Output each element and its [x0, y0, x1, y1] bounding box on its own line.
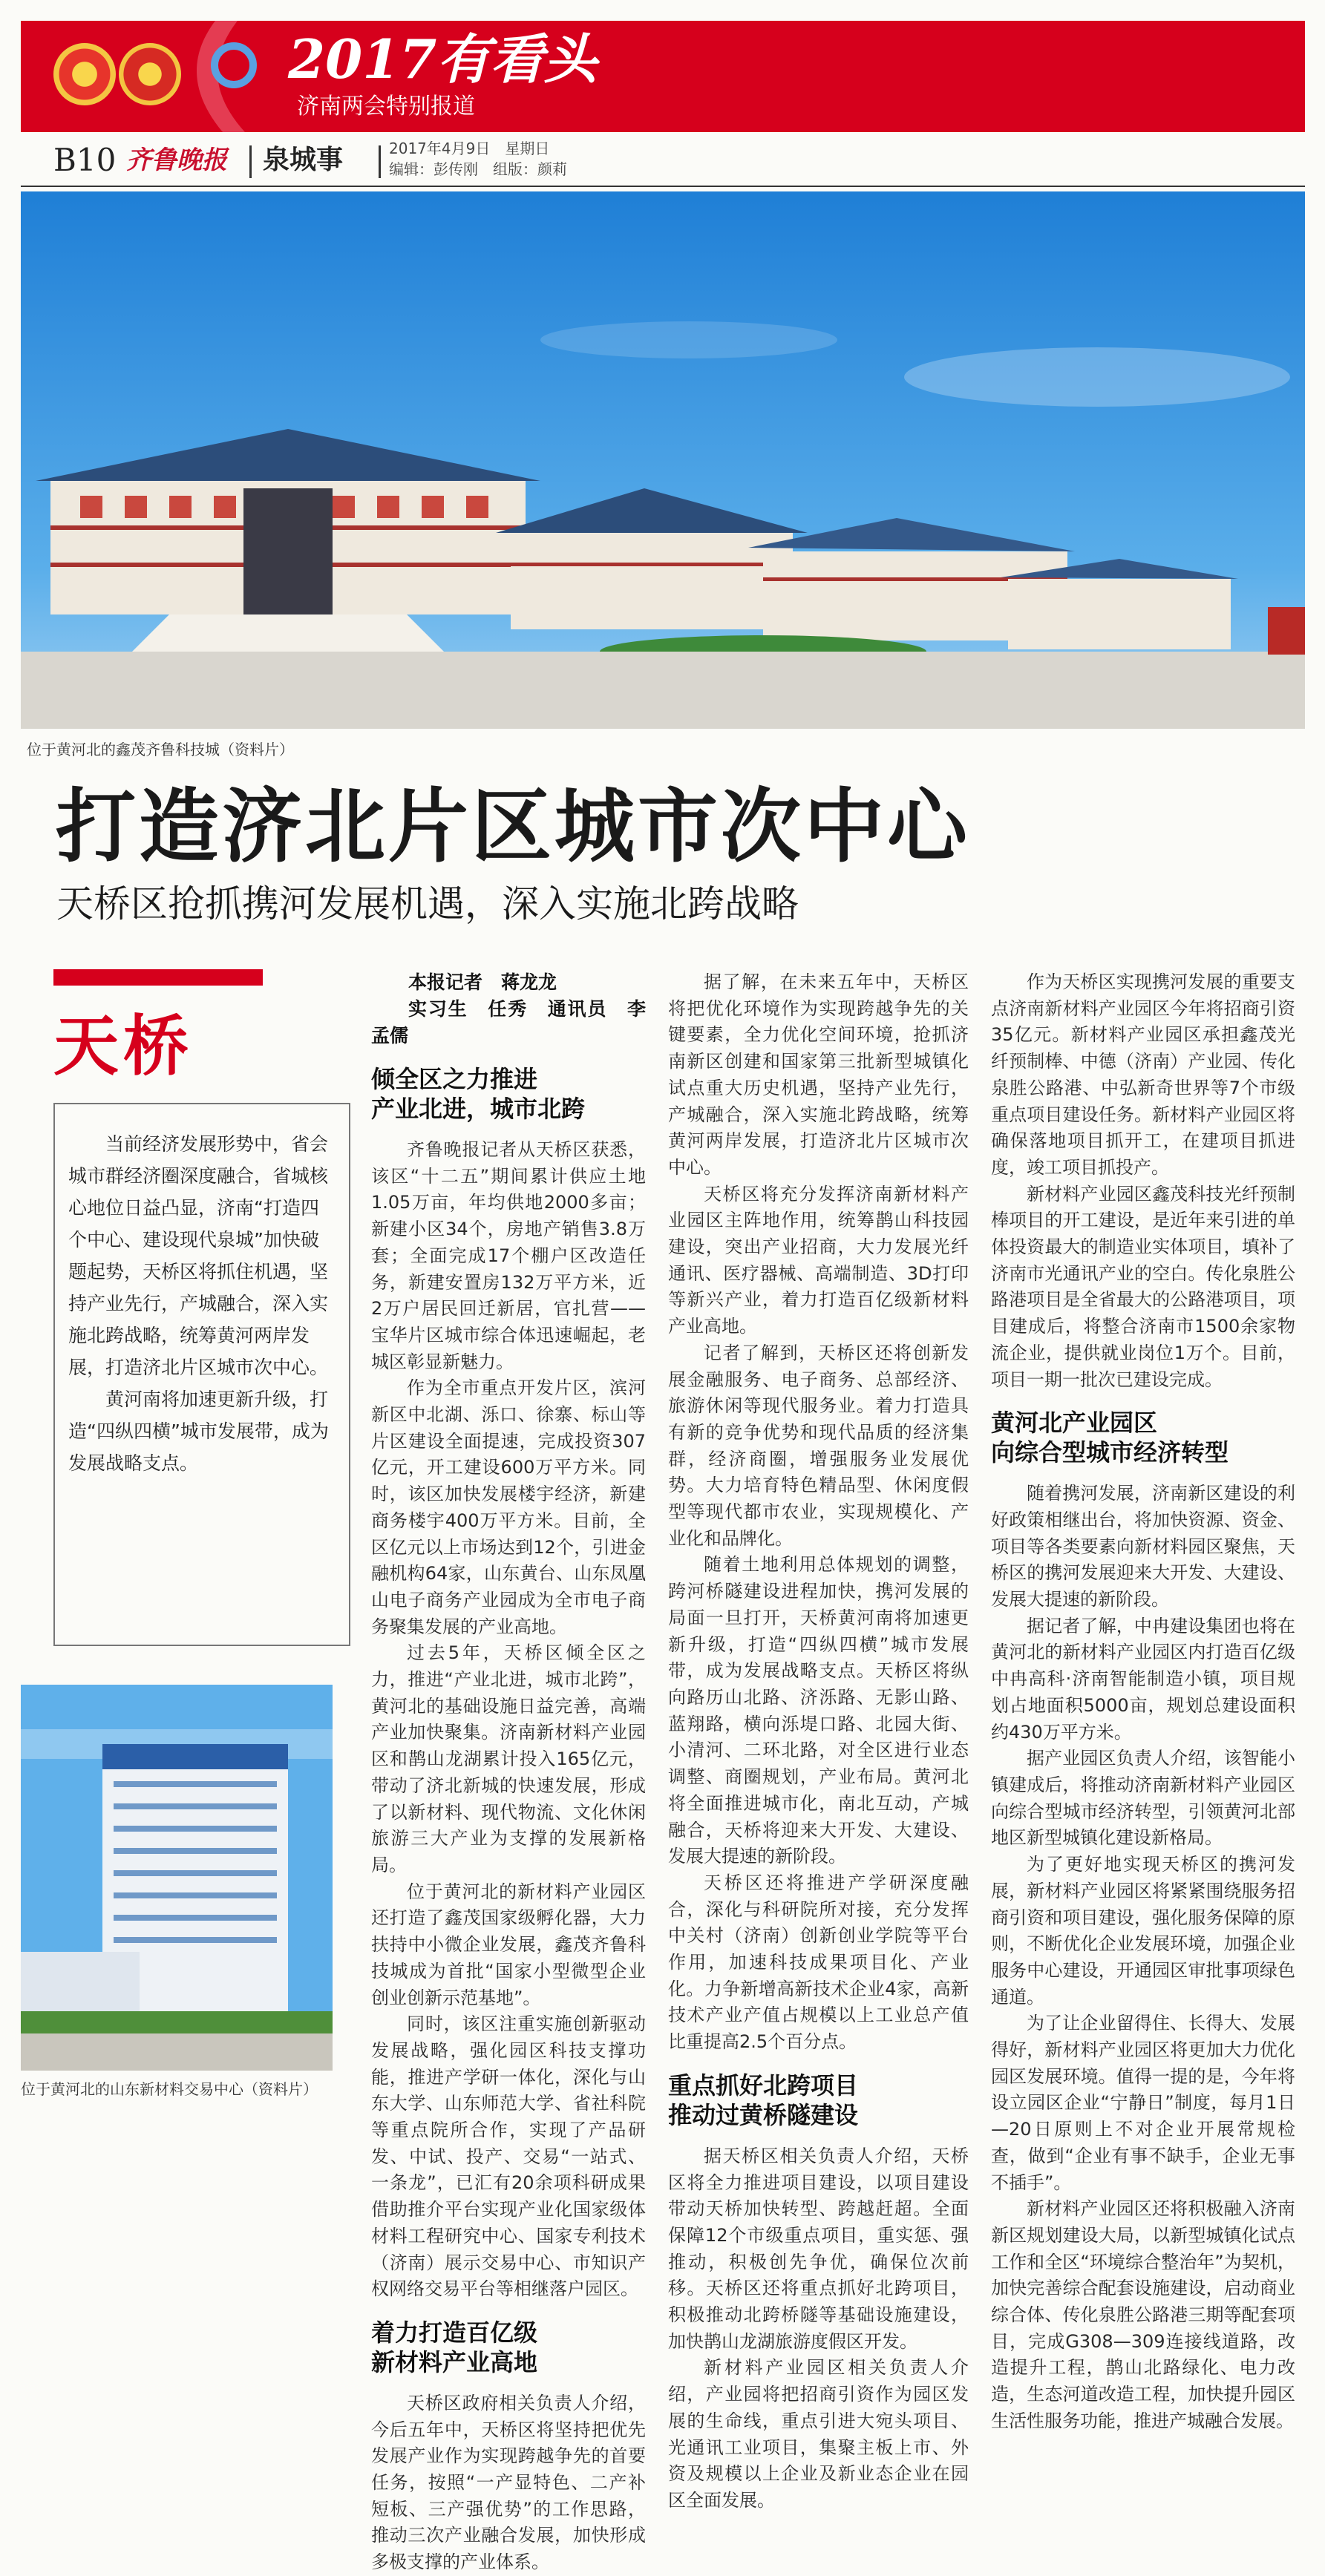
sidebar-paragraph: 黄河南将加速更新升级，打造“四纵四横”城市发展带，成为发展战略支点。 — [68, 1389, 329, 1474]
sidebar-accent-bar — [53, 969, 263, 986]
section-heading-text: 黄河北产业园区 向综合型城市经济转型 — [991, 1409, 1229, 1467]
article-paragraph: 据产业园区负责人介绍，该智能小镇建成后，将推动济南新材料产业园区向综合型城市经济转型，引领黄河北部地区新型城镇化建设新格局。 — [991, 1748, 1295, 1849]
article-column-3 — [991, 969, 1295, 2431]
article-paragraph: 新材料产业园区还将积极融入济南新区规划建设大局，以新型城镇化试点工作和全区“环境综合整治年”为契机，加快完善综合配套设施建设，启动商业综合体、传化泉胜公路港三期等配套项目，完成G308—309连接线道路，改造提升工程，鹊山北路绿化、电力改造，生态河道改造工程，加快提升园区生活性服务功能，推进产城融合发展。 — [991, 2198, 1295, 2431]
article-paragraph: 位于黄河北的新材料产业园区还打造了鑫茂国家级孵化器，大力扶持中小微企业发展，鑫茂齐鲁科技城成为首批“国家小型微型企业创业创新示范基地”。 — [371, 1881, 646, 2008]
article-paragraph: 作为全市重点开发片区，滨河新区中北湖、泺口、徐寨、标山等片区建设全面提速，完成投资307亿元，开工建设600万平方米。同时，该区加快发展楼宇经济，新建商务楼宇400万平方米。目前，全区亿元以上市场达到12个，引进金融机构64家，山东黄台、山东凤凰山电子商务产业园成为全市电子商务聚集发展的产业高地。 — [371, 1377, 646, 1637]
section-heading — [991, 1408, 1295, 1467]
byline: 本报记者 蒋龙龙 — [408, 971, 557, 993]
header-rule — [21, 186, 1305, 187]
section-heading-text: 着力打造百亿级 新材料产业高地 — [371, 2318, 538, 2376]
headline: 打造济北片区城市次中心 — [56, 781, 971, 874]
article-paragraph: 据记者了解，中冉建设集团也将在黄河北的新材料产业园区内打造百亿级中冉高科·济南智能制造小镇，项目规划占地面积5000亩，规划总建设面积约430万平方米。 — [991, 1615, 1295, 1743]
section-heading-text: 重点抓好北跨项目 推动过黄桥隧建设 — [668, 2071, 859, 2129]
section-name: 泉城事 — [263, 145, 344, 175]
header-divider — [249, 145, 252, 178]
main-photo — [21, 191, 1305, 729]
article-paragraph: 天桥区政府相关负责人介绍，今后五年中，天桥区将坚持把优先发展产业作为实现跨越争先的首要任务，按照“一产显特色、二产补短板、三产强优势”的工作思路，推动三次产业融合发展，加快形成多极支撑的产业体系。 — [371, 2392, 646, 2573]
article-paragraph: 同时，该区注重实施创新驱动发展战略，强化园区科技支撑功能，推进产学研一体化，深化与山东大学、山东师范大学、省社科院等重点院所合作，实现了产品研发、中试、投产、交易“一站式、一条龙”，已汇有20余项科研成果借助推介平台实现产业化国家级体材料工程研究中心、国家专利技术（济南）展示交易中心、市知识产权网络交易平台等相继落户园区。 — [371, 2013, 646, 2300]
banner-title: 2017有看头 — [288, 27, 598, 91]
article-paragraph: 齐鲁晚报记者从天桥区获悉，该区“十二五”期间累计供应土地1.05万亩，年均供地2000多亩；新建小区34个，房地产销售3.8万套；全面完成17个棚户区改造任务，新建安置房132万平方米，近2万户居民回迁新居，官扎营——宝华片区城市综合体迅速崛起，老城区彰显新魅力。 — [371, 1139, 646, 1372]
national-emblem-icon — [53, 43, 116, 105]
sidebar-summary — [68, 1128, 336, 1633]
article-column-2 — [668, 969, 969, 2511]
article-paragraph: 记者了解到，天桥区还将创新发展金融服务、电子商务、总部经济、旅游休闲等现代服务业。着力打造具有新的竞争优势和现代品质的经济集群，经济商圈，增强服务业发展优势。大力培育特色精品型、休闲度假型等现代都市农业，实现规模化、产业化和品牌化。 — [668, 1342, 969, 1549]
article-column-1 — [371, 969, 646, 2573]
newspaper-masthead: 齐鲁晚报 — [126, 145, 227, 175]
article-paragraph: 天桥区还将推进产学研深度融合，深化与科研院所对接，充分发挥中关村（济南）创新创业学院等平台作用，加速科技成果项目化、产业化。力争新增高新技术企业4家，高新技术产业产值占规模以上工业总产值比重提高2.5个百分点。 — [668, 1872, 969, 2053]
banner-subtitle: 济南两会特别报道 — [297, 94, 475, 119]
side-photo — [21, 1685, 333, 2071]
sidebar-paragraph: 当前经济发展形势中，省会城市群经济圈深度融合，省城核心地位日益凸显，济南“打造四个中心、建设现代泉城”加快破题起势，天桥区将抓住机遇，坚持产业先行，产城融合，深入实施北跨战略，统筹黄河两岸发展，打造济北片区城市次中心。 — [68, 1133, 329, 1378]
header-divider — [379, 145, 381, 178]
cppcc-emblem-icon — [119, 43, 181, 105]
issue-date: 2017年4月9日 星期日 — [389, 140, 550, 157]
article-paragraph: 随着土地利用总体规划的调整，跨河桥隧建设进程加快，携河发展的局面一旦打开，天桥黄河南将加速更新升级，打造“四纵四横”城市发展带，成为发展战略支点。天桥区将纵向路历山北路、济泺路、无影山路、蓝翔路，横向泺堤口路、北园大街、小清河、二环北路，对全区进行业态调整、商圈规划，产业布局。黄河北将全面推进城市化，南北互动，产城融合，天桥将迎来大开发、大建设、发展大提速的新阶段。 — [668, 1554, 969, 1867]
article-paragraph: 天桥区将充分发挥济南新材料产业园区主阵地作用，统筹鹊山科技园建设，突出产业招商，大力发展光纤通讯、医疗器械、高端制造、3D打印等新兴产业，着力打造百亿级新材料产业高地。 — [668, 1183, 969, 1337]
editor-credit: 编辑：彭传刚 组版：颜莉 — [389, 160, 567, 178]
side-photo-caption: 位于黄河北的山东新材料交易中心（资料片） — [21, 2080, 318, 2098]
page-number: B10 — [53, 142, 117, 178]
article-paragraph: 新材料产业园区鑫茂科技光纤预制棒项目的开工建设，是近年来引进的单体投资最大的制造业实体项目，填补了济南市光通讯产业的空白。传化泉胜公路港项目是全省最大的公路港项目，项目建成后，将整合济南市1500余家物流企业，提供就业岗位1万个。目前，项目一期一批次已建设完成。 — [991, 1183, 1295, 1390]
article-paragraph: 过去5年，天桥区倾全区之力，推进“产业北进，城市北跨”，黄河北的基础设施日益完善，高端产业加快聚集。济南新材料产业园区和鹊山龙湖累计投入165亿元，带动了济北新城的快速发展，形成了以新材料、现代物流、文化休闲旅游三大产业为支撑的发展新格局。 — [371, 1642, 646, 1875]
article-paragraph: 为了更好地实现天桥区的携河发展，新材料产业园区将紧紧围绕服务招商引资和项目建设，强化服务保障的原则，不断优化企业发展环境，加强企业服务中心建设，开通园区审批事项绿色通道。 — [991, 1854, 1295, 2008]
article-paragraph: 作为天桥区实现携河发展的重要支点济南新材料产业园区今年将招商引资35亿元。新材料产业园区承担鑫茂光纤预制棒、中德（济南）产业园、传化泉胜公路港、中弘新奇世界等7个市级重点项目建设任务。新材料产业园区将确保落地项目抓开工，在建项目抓进度，竣工项目抓投产。 — [991, 971, 1295, 1178]
article-paragraph: 新材料产业园区相关负责人介绍，产业园将把招商引资作为园区发展的生命线，重点引进大宛头项目、光通讯工业项目，集聚主板上市、外资及规模以上企业及新业态企业在园区全面发展。 — [668, 2357, 969, 2511]
main-photo-caption: 位于黄河北的鑫茂齐鲁科技城（资料片） — [27, 741, 294, 758]
article-paragraph: 为了让企业留得住、长得大、发展得好，新材料产业园区将更加大力优化园区发展环境。值得一提的是，今年将设立园区企业“宁静日”制度，每月1日—20日原则上不对企业开展常规检查，做到“企业有事不缺手，企业无事不插手”。 — [991, 2013, 1295, 2193]
swirl-ornament-icon — [163, 21, 282, 132]
section-heading — [371, 1064, 646, 1124]
article-paragraph: 据了解，在未来五年中，天桥区将把优化环境作为实现跨越争先的关键要素，全力优化空间环境，抢抓济南新区创建和国家第三批新型城镇化试点重大历史机遇，坚持产业先行，产城融合，深入实施北跨战略，统筹黄河两岸发展，打造济北片区城市次中心。 — [668, 971, 969, 1178]
article-paragraph: 随着携河发展，济南新区建设的利好政策相继出台，将加快资源、资金、项目等各类要素向新材料园区聚焦，天桥区的携河发展迎来大开发、大建设、发展大提速的新阶段。 — [991, 1483, 1295, 1610]
article-paragraph: 据天桥区相关负责人介绍，天桥区将全力推进项目建设，以项目建设带动天桥加快转型、跨越赶超。全面保障12个市级重点项目，重实惩、强推动，积极创先争优，确保位次前移。天桥区还将重点抓好北跨项目，积极推动北跨桥隧等基础设施建设，加快鹊山龙湖旅游度假区开发。 — [668, 2145, 969, 2352]
district-label: 天桥 — [53, 1008, 194, 1084]
section-heading — [371, 2318, 646, 2377]
byline: 实习生 任秀 通讯员 李孟儒 — [371, 998, 646, 1046]
section-heading — [668, 2071, 969, 2130]
subheadline: 天桥区抢抓携河发展机遇，深入实施北跨战略 — [56, 882, 799, 925]
section-heading-text: 倾全区之力推进 产业北进，城市北跨 — [371, 1065, 586, 1123]
